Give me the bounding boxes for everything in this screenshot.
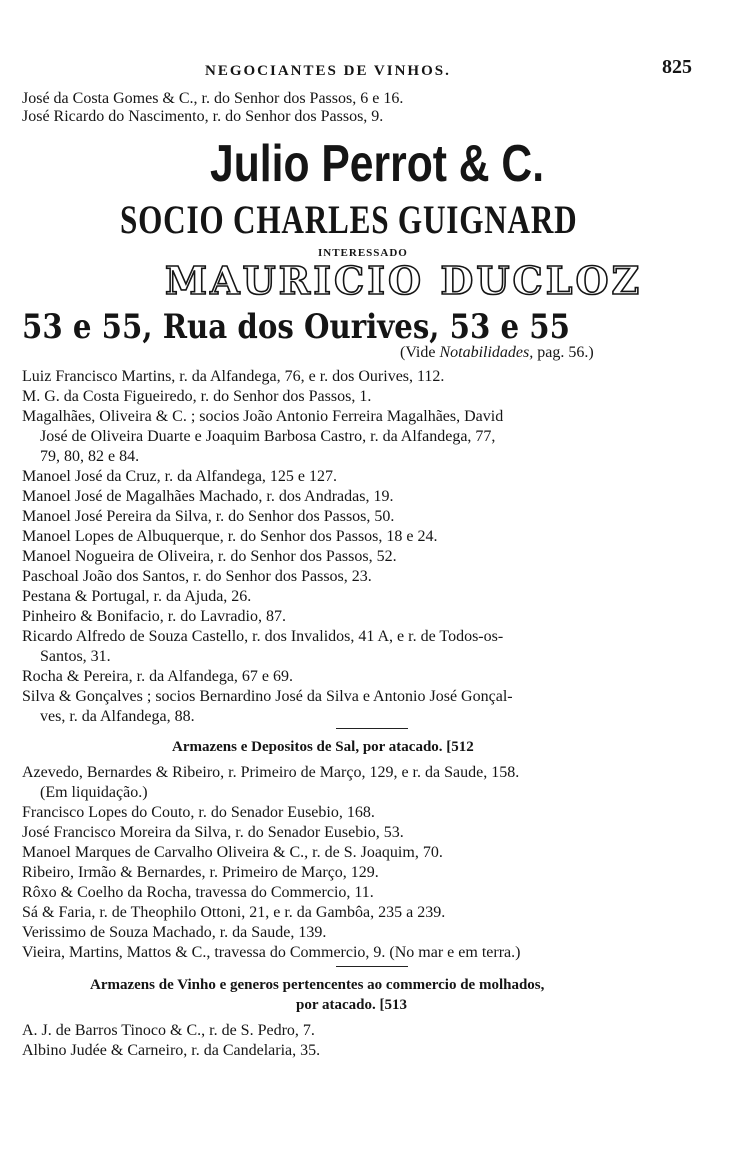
- section-heading-wine-line2: por atacado. [513: [296, 997, 407, 1013]
- list-item: Azevedo, Bernardes & Ribeiro, r. Primeiro de Março, 129, e r. da Saude, 158.: [22, 764, 520, 781]
- list-item: Luiz Francisco Martins, r. da Alfandega, 76, e r. dos Ourives, 112.: [22, 368, 445, 385]
- list-item: Francisco Lopes do Couto, r. do Senador Eusebio, 168.: [22, 804, 375, 821]
- advert-firm-name: Julio Perrot & C.: [210, 135, 545, 193]
- list-item: Manoel Marques de Carvalho Oliveira & C., r. de S. Joaquim, 70.: [22, 844, 443, 861]
- list-item: Albino Judée & Carneiro, r. da Candelaria, 35.: [22, 1042, 321, 1059]
- list-item: Vieira, Martins, Mattos & C., travessa do Commercio, 9. (No mar e em terra.): [22, 944, 521, 961]
- section-heading-wine: Armazens de Vinho e generos pertencentes ao commercio de molhados,: [90, 977, 545, 993]
- page-header-title: NEGOCIANTES DE VINHOS.: [205, 63, 451, 79]
- page-number: 825: [662, 56, 692, 78]
- list-item: Magalhães, Oliveira & C. ; socios João Antonio Ferreira Magalhães, David: [22, 408, 504, 425]
- list-item-continuation: (Em liquidação.): [40, 784, 148, 801]
- list-item-continuation: 79, 80, 82 e 84.: [40, 448, 140, 465]
- list-item: Pinheiro & Bonifacio, r. do Lavradio, 87.: [22, 608, 286, 625]
- advert-reference: [400, 344, 594, 362]
- list-item: Ribeiro, Irmão & Bernardes, r. Primeiro de Março, 129.: [22, 864, 379, 881]
- list-item: Manoel Nogueira de Oliveira, r. do Senhor dos Passos, 52.: [22, 548, 397, 565]
- section-divider: [336, 728, 408, 729]
- list-item-continuation: José de Oliveira Duarte e Joaquim Barbosa Castro, r. da Alfandega, 77,: [40, 428, 496, 445]
- list-item: Silva & Gonçalves ; socios Bernardino José da Silva e Antonio José Gonçal-: [22, 688, 513, 705]
- list-item: José Ricardo do Nascimento, r. do Senhor dos Passos, 9.: [22, 108, 384, 125]
- list-item: Manoel José de Magalhães Machado, r. dos Andradas, 19.: [22, 488, 394, 505]
- list-item: M. G. da Costa Figueiredo, r. do Senhor dos Passos, 1.: [22, 388, 372, 405]
- list-item: Rocha & Pereira, r. da Alfandega, 67 e 69.: [22, 668, 294, 685]
- advert-partner: SOCIO CHARLES GUIGNARD: [120, 197, 578, 242]
- list-item-continuation: Santos, 31.: [40, 648, 111, 665]
- list-item: José da Costa Gomes & C., r. do Senhor dos Passos, 6 e 16.: [22, 90, 404, 107]
- list-item: Pestana & Portugal, r. da Ajuda, 26.: [22, 588, 252, 605]
- section-heading-salt: Armazens e Depositos de Sal, por atacado. [512: [172, 739, 474, 755]
- list-item: Manoel José da Cruz, r. da Alfandega, 125 e 127.: [22, 468, 338, 485]
- section-divider: [336, 966, 408, 967]
- advert-address: 53 e 55, Rua dos Ourives, 53 e 55: [22, 307, 570, 347]
- advert-interested-name: MAURICIO DUCLOZ: [165, 258, 643, 303]
- list-item: Paschoal João dos Santos, r. do Senhor dos Passos, 23.: [22, 568, 372, 585]
- advert-reference-suffix: pag. 56.): [533, 344, 594, 361]
- list-item: Ricardo Alfredo de Souza Castello, r. dos Invalidos, 41 A, e r. de Todos-os-: [22, 628, 504, 645]
- list-item-continuation: ves, r. da Alfandega, 88.: [40, 708, 195, 725]
- list-item: Rôxo & Coelho da Rocha, travessa do Commercio, 11.: [22, 884, 374, 901]
- list-item: A. J. de Barros Tinoco & C., r. de S. Pedro, 7.: [22, 1022, 315, 1039]
- advert-interested-label: INTERESSADO: [318, 247, 408, 259]
- list-item: Verissimo de Souza Machado, r. da Saude, 139.: [22, 924, 327, 941]
- list-item: Manoel José Pereira da Silva, r. do Senhor dos Passos, 50.: [22, 508, 395, 525]
- list-item: José Francisco Moreira da Silva, r. do Senador Eusebio, 53.: [22, 824, 404, 841]
- advert-reference-prefix: (Vide: [400, 344, 440, 361]
- list-item: Manoel Lopes de Albuquerque, r. do Senhor dos Passos, 18 e 24.: [22, 528, 438, 545]
- advert-reference-italic: Notabilidades,: [439, 344, 534, 361]
- list-item: Sá & Faria, r. de Theophilo Ottoni, 21, e r. da Gambôa, 235 a 239.: [22, 904, 446, 921]
